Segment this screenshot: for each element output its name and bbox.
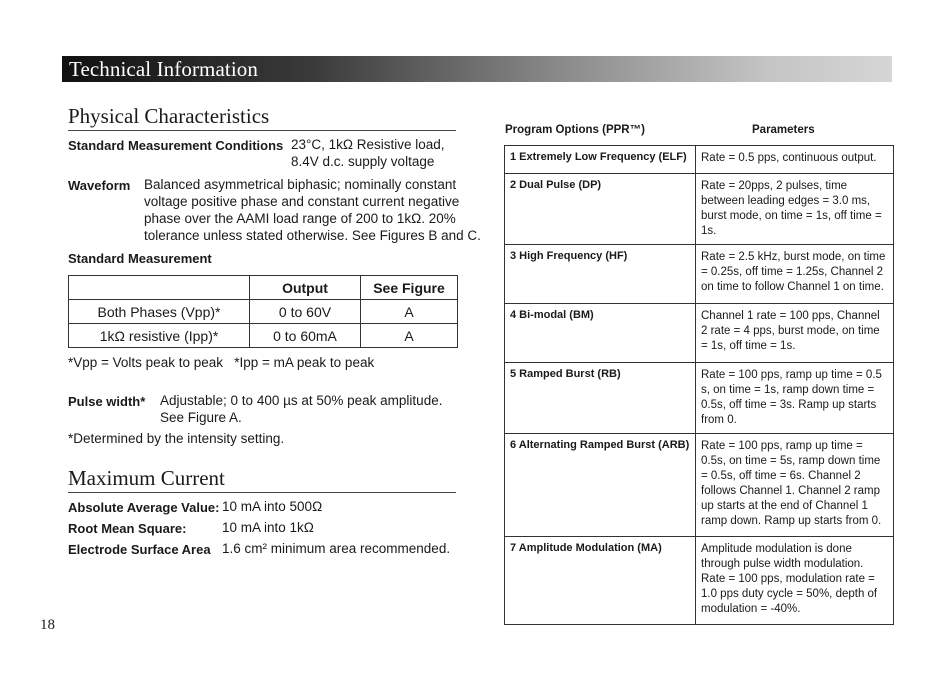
abs-avg-value: 10 mA into 500Ω	[222, 499, 323, 514]
program-options-header: Program Options (PPR™)	[505, 124, 645, 136]
program-params: Amplitude modulation is done through pulse width modulation. Rate = 100 pps, modulation rate = 1.0 pps duty cycle = 50%, depth of modulation = -40%.	[696, 537, 894, 625]
table-row	[69, 324, 458, 348]
table-row	[505, 146, 894, 174]
table-cell: 1kΩ resistive (Ipp)*	[69, 324, 250, 348]
program-name: 4 Bi-modal (BM)	[505, 304, 696, 363]
table-header-cell	[69, 276, 250, 300]
table-row	[505, 363, 894, 434]
table-cell: 0 to 60V	[250, 300, 361, 324]
program-name: 5 Ramped Burst (RB)	[505, 363, 696, 434]
table-row	[505, 174, 894, 245]
waveform-line-1: Balanced asymmetrical biphasic; nominally constant	[144, 177, 457, 192]
std-conditions-value-2: 8.4V d.c. supply voltage	[291, 154, 435, 169]
pulse-width-line-2: See Figure A.	[160, 410, 242, 425]
electrode-area-value: 1.6 cm² minimum area recommended.	[222, 541, 451, 556]
program-name: 7 Amplitude Modulation (MA)	[505, 537, 696, 625]
intensity-note: *Determined by the intensity setting.	[68, 431, 285, 446]
waveform-label: Waveform	[68, 178, 131, 193]
parameters-header: Parameters	[752, 124, 815, 136]
program-params: Rate = 100 pps, ramp up time = 0.5s, on time = 5s, ramp down time = 0.5s, off time = 6s. Channel 2 follows Channel 1. Channel 2 ramp up starts at the end of Channel 1 ramp down. Ramp up starts from 0.	[696, 434, 894, 537]
pulse-width-line-1: Adjustable; 0 to 400 µs at 50% peak amplitude.	[160, 393, 443, 408]
table-header-cell: Output	[250, 276, 361, 300]
header-banner	[62, 56, 892, 82]
section-divider	[68, 130, 456, 131]
program-params: Rate = 100 pps, ramp up time = 0.5 s, on time = 1s, ramp down time = 0.5s, off time = 3s. Ramp up starts from 0.	[696, 363, 894, 434]
std-measurement-label: Standard Measurement	[68, 251, 212, 266]
table-row	[505, 245, 894, 304]
program-table	[504, 145, 894, 625]
maximum-current-heading: Maximum Current	[68, 466, 225, 490]
waveform-line-3: phase over the AAMI load range of 200 to 1kΩ. 20%	[144, 211, 456, 226]
program-name: 2 Dual Pulse (DP)	[505, 174, 696, 245]
table-row	[505, 434, 894, 537]
measurement-table	[68, 275, 458, 348]
table-header-row	[69, 276, 458, 300]
page-number: 18	[40, 617, 55, 633]
program-params: Rate = 0.5 pps, continuous output.	[696, 146, 894, 174]
table-cell: A	[361, 324, 458, 348]
table-row	[505, 304, 894, 363]
electrode-area-label: Electrode Surface Area	[68, 542, 211, 557]
program-name: 6 Alternating Ramped Burst (ARB)	[505, 434, 696, 537]
program-name: 3 High Frequency (HF)	[505, 245, 696, 304]
section-divider	[68, 492, 456, 493]
table-cell: Both Phases (Vpp)*	[69, 300, 250, 324]
table-cell: A	[361, 300, 458, 324]
table-header-cell: See Figure	[361, 276, 458, 300]
waveform-line-4: tolerance unless stated otherwise. See Figures B and C.	[144, 228, 481, 243]
table-cell: 0 to 60mA	[250, 324, 361, 348]
table-footnote: *Vpp = Volts peak to peak *Ipp = mA peak to peak	[68, 355, 375, 370]
physical-characteristics-heading: Physical Characteristics	[68, 104, 270, 128]
rms-value: 10 mA into 1kΩ	[222, 520, 314, 535]
std-conditions-value-1: 23°C, 1kΩ Resistive load,	[291, 137, 445, 152]
std-conditions-label: Standard Measurement Conditions	[68, 138, 284, 153]
program-params: Rate = 20pps, 2 pulses, time between leading edges = 3.0 ms, burst mode, on time = 1s, off time = 1s.	[696, 174, 894, 245]
rms-label: Root Mean Square:	[68, 521, 187, 536]
program-name: 1 Extremely Low Frequency (ELF)	[505, 146, 696, 174]
pulse-width-label: Pulse width*	[68, 394, 146, 409]
abs-avg-label: Absolute Average Value:	[68, 500, 220, 515]
program-params: Rate = 2.5 kHz, burst mode, on time = 0.25s, off time = 1.25s, Channel 2 on time to follow Channel 1 on time.	[696, 245, 894, 304]
table-row	[69, 300, 458, 324]
page-title: Technical Information	[69, 57, 258, 81]
waveform-line-2: voltage positive phase and constant current negative	[144, 194, 460, 209]
program-params: Channel 1 rate = 100 pps, Channel 2 rate = 4 pps, burst mode, on time = 1s, off time = 1s.	[696, 304, 894, 363]
table-row	[505, 537, 894, 625]
